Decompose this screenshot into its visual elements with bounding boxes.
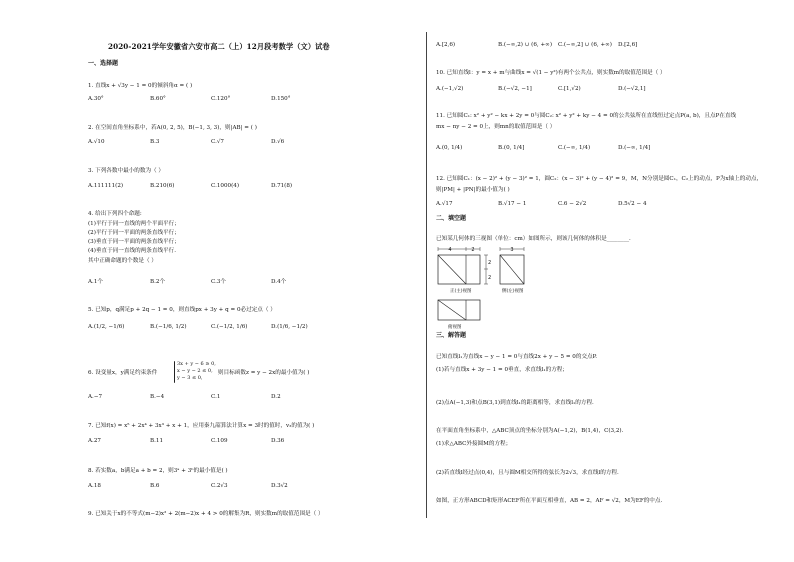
constraint-1: 3x + y − 6 ≥ 0, — [177, 361, 216, 367]
q8-option-b[interactable]: B.6 — [150, 483, 160, 489]
q2-option-d[interactable]: D.√6 — [271, 139, 285, 145]
question-19: 如图，正方形ABCD和矩形ACEF所在平面互相垂直，AB = 2，AF = √2，M为EF的中点. — [436, 498, 663, 504]
q1-option-b[interactable]: B.60° — [150, 96, 166, 102]
section-fill-heading: 二、填空题 — [436, 215, 467, 222]
constraint-brace — [174, 361, 175, 383]
constraint-3: y − 3 ≤ 0, — [177, 375, 203, 381]
side-view — [500, 247, 524, 284]
q4-option-d[interactable]: D.4个 — [271, 279, 287, 285]
q5-option-b[interactable]: B.(−1/6, 1/2) — [150, 324, 187, 330]
q10-option-d[interactable]: D.(−√2,1] — [618, 86, 646, 92]
q7-option-b[interactable]: B.11 — [150, 438, 164, 444]
q1-option-c[interactable]: C.120° — [211, 96, 231, 102]
dim-front-width: 4 — [448, 247, 452, 253]
q12-option-a[interactable]: A.√17 — [436, 201, 453, 207]
q7-option-d[interactable]: D.36 — [271, 438, 285, 444]
question-12-line-2: 则|PM| + |PN|的最小值为( ) — [436, 187, 510, 193]
q11-option-a[interactable]: A.(0, 1/4) — [436, 145, 463, 151]
q4-option-b[interactable]: B.2个 — [150, 279, 166, 285]
question-17-stem: 已知直线l₁为直线x − y − 1 = 0与直线2x + y − 5 = 0的交点P. — [436, 354, 598, 360]
q5-option-d[interactable]: D.(1/6, −1/2) — [271, 324, 308, 330]
question-18-stem: 在平面直角坐标系中，△ABC顶点的坐标分别为A(−1,2)，B(1,4)，C(3,2). — [436, 428, 624, 434]
side-view-label: 侧(左)视图 — [502, 289, 524, 294]
question-4-stem: 4. 给出下列四个命题: — [88, 211, 142, 217]
q8-option-c[interactable]: C.2√3 — [211, 483, 228, 489]
q12-option-d[interactable]: D.5√2 − 4 — [618, 201, 647, 207]
q8-option-d[interactable]: D.3√2 — [271, 483, 288, 489]
q5-option-a[interactable]: A.(1/2, −1/6) — [88, 324, 125, 330]
section-answer-heading: 三、解答题 — [436, 332, 467, 339]
q1-option-d[interactable]: D.150° — [271, 96, 291, 102]
question-11-line-1: 11. 已知圆C₁: x² + y² − kx + 2y = 0与圆C₂: x² + y² + ky − 4 = 0的公共弦所在直线恒过定点P(a, b)，且点P在直线 — [436, 113, 737, 119]
q2-option-a[interactable]: A.√10 — [88, 139, 105, 145]
question-7: 7. 已知f(x) = x⁵ + 2x⁴ + 3x³ + x + 1，应用秦九韶算法计算x = 3时的值时，v₃的值为( ) — [88, 423, 315, 429]
q4-option-a[interactable]: A.1个 — [88, 279, 103, 285]
question-4-proposition-2: (2)平行于同一平面的两条直线平行； — [88, 230, 180, 236]
q3-option-b[interactable]: B.210(6) — [150, 183, 175, 189]
section-choice-heading: 一、选择题 — [88, 60, 119, 67]
dim-side-width: 3 — [510, 247, 514, 253]
q10-option-b[interactable]: B.(−√2, −1] — [498, 86, 532, 92]
q7-option-c[interactable]: C.109 — [211, 438, 228, 444]
question-18-part-2: (2)若直线l经过点(0,4)，且与圆M相交所得的弦长为2√3，求直线l的方程. — [436, 470, 619, 476]
q3-option-d[interactable]: D.71(8) — [271, 183, 293, 189]
question-9: 9. 已知关于x的不等式(m−2)x² + 2(m−2)x + 4 > 0的解集为R，则实数m的取值范围是（ ） — [88, 511, 324, 517]
question-18-part-1: (1)求△ABC外接圆M的方程； — [436, 441, 512, 447]
q8-option-a[interactable]: A.18 — [88, 483, 101, 489]
question-17-part-2: (2)点A(−1,3)和点B(3,1)到直线l₁的距离相等，求直线l₁的方程. — [436, 400, 594, 406]
q2-option-b[interactable]: B.3 — [150, 139, 160, 145]
question-10: 10. 已知直线l：y = x + m与曲线x = √(1 − y²)有两个公共点，则实数m的取值范围是（ ） — [436, 70, 666, 76]
three-view-figure — [436, 244, 566, 332]
q12-option-b[interactable]: B.√17 − 1 — [498, 201, 527, 207]
column-divider — [426, 32, 427, 518]
top-view-label: 俯视图 — [448, 325, 462, 330]
dim-height-bottom: 2 — [488, 275, 492, 281]
question-4-ask: 其中正确命题的个数是（ ） — [88, 258, 157, 264]
q11-option-b[interactable]: B.(0, 1/4] — [498, 145, 525, 151]
q3-option-c[interactable]: C.1000(4) — [211, 183, 240, 189]
q11-option-c[interactable]: C.(−∞, 1/4) — [558, 145, 591, 151]
question-12-line-1: 12. 已知圆C₁：(x − 2)² + (y − 3)² = 1，圆C₂：(x − 3)² + (y − 4)² = 9，M，N分别是圆C₁，C₂上的动点，P为x轴上的动点， — [436, 176, 763, 182]
question-1: 1. 直线x + √3y − 1 = 0的倾斜角α = ( ) — [88, 83, 193, 89]
q3-option-a[interactable]: A.111111(2) — [88, 183, 124, 189]
dim-height-top: 2 — [488, 260, 492, 266]
question-8: 8. 若实数a，b满足a + b = 2，则3ᵃ + 3ᵇ的最小值是( ) — [88, 468, 228, 474]
q6-option-a[interactable]: A.−7 — [88, 394, 103, 400]
q9-option-b[interactable]: B.(−∞,2) ∪ (6, +∞) — [498, 42, 553, 48]
q11-option-d[interactable]: D.(−∞, 1/4] — [618, 145, 651, 151]
q9-option-a[interactable]: A.[2,6) — [436, 42, 456, 48]
question-11-line-2: mx − ny − 2 = 0上，则mn的取值范围是（ ） — [436, 124, 556, 130]
question-3: 3. 下列各数中最小的数为（ ） — [88, 168, 165, 174]
top-view — [438, 300, 480, 320]
q9-option-d[interactable]: D.[2,6] — [618, 42, 638, 48]
question-6-pre: 6. 设变量x，y满足约束条件 — [88, 370, 158, 376]
q6-option-d[interactable]: D.2 — [271, 394, 281, 400]
q4-option-c[interactable]: C.3个 — [211, 279, 227, 285]
q1-option-a[interactable]: A.30° — [88, 96, 104, 102]
dim-front-extra: 2 — [471, 247, 475, 253]
q12-option-c[interactable]: C.6 − 2√2 — [558, 201, 587, 207]
question-5: 5. 已知p，q满足p + 2q − 1 = 0，则直线px + 3y + q = 0必过定点（ ） — [88, 307, 276, 313]
front-view — [438, 247, 480, 284]
exam-title: 2020-2021学年安徽省六安市高二（上）12月段考数学（文）试卷 — [108, 42, 330, 51]
question-4-proposition-1: (1)平行于同一直线的两个平面平行； — [88, 221, 180, 227]
question-17-part-1: (1)若与直线x + 3y − 1 = 0垂直，求直线l₁的方程； — [436, 367, 568, 373]
q9-option-c[interactable]: C.(−∞,2] ∪ (6, +∞) — [558, 42, 612, 48]
q10-option-a[interactable]: A.(−1,√2) — [436, 86, 464, 92]
q7-option-a[interactable]: A.27 — [88, 438, 101, 444]
question-2: 2. 在空间直角坐标系中，若A(0, 2, 5)，B(−1, 3, 3)，则|AB| = ( ) — [88, 125, 257, 131]
q2-option-c[interactable]: C.√7 — [211, 139, 224, 145]
question-6-post: 则目标函数z = y − 2x的最小值为( ) — [218, 370, 310, 376]
constraint-2: x − y − 2 ≤ 0, — [177, 368, 213, 374]
question-4-proposition-4: (4)垂直于同一直线的两条直线平行. — [88, 248, 177, 254]
question-4-proposition-3: (3)垂直于同一平面的两条直线平行； — [88, 239, 180, 245]
q10-option-c[interactable]: C.[1,√2) — [558, 86, 581, 92]
q6-option-c[interactable]: C.1 — [211, 394, 221, 400]
q5-option-c[interactable]: C.(−1/2, 1/6) — [211, 324, 248, 330]
front-view-label: 正(主)视图 — [450, 289, 472, 294]
question-13: 已知某几何体的三视图（单位：cm）如图所示，则该几何体的体积是________. — [436, 236, 631, 242]
q6-option-b[interactable]: B.−4 — [150, 394, 165, 400]
